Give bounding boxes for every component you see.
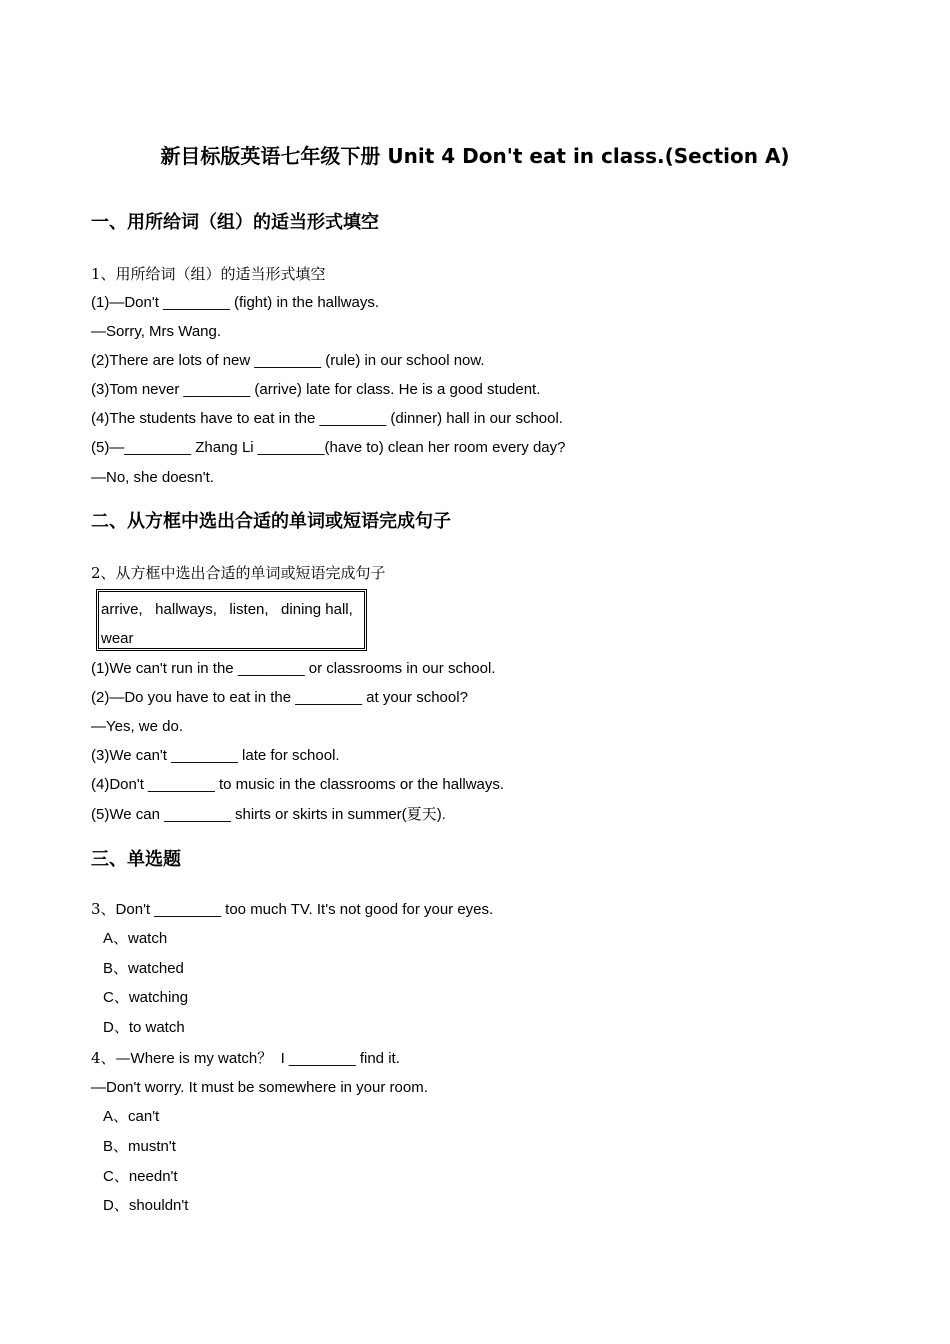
q1-line-5: (4)The students have to eat in the ________ (dinner) hall in our school. <box>91 410 563 427</box>
section-1-heading: 一、用所给词（组）的适当形式填空 <box>91 212 379 233</box>
q1-line-1: (1)—Don't ________ (fight) in the hallways. <box>91 294 380 311</box>
q4-option-b: B、mustn't <box>103 1138 176 1155</box>
question-3-text: Don't ________ too much TV. It's not good for your eyes. <box>115 901 494 918</box>
q4-option-a: A、can't <box>103 1108 160 1125</box>
q4-option-c: C、needn't <box>103 1168 178 1185</box>
page-title: 新目标版英语七年级下册 Unit 4 Don't eat in class.(Section A) <box>160 144 790 168</box>
q1-line-3: (2)There are lots of new ________ (rule) in our school now. <box>91 352 485 369</box>
q4-option-d: D、shouldn't <box>103 1197 189 1214</box>
q4-reply: —Don't worry. It must be somewhere in your room. <box>91 1079 428 1096</box>
q2-line-2: (2)—Do you have to eat in the ________ at your school? <box>91 689 468 706</box>
word-box-line-2: wear <box>101 630 134 647</box>
word-box <box>96 589 367 651</box>
q1-line-4: (3)Tom never ________ (arrive) late for class. He is a good student. <box>91 381 541 398</box>
q2-line-6-cn: 夏天 <box>406 805 437 823</box>
question-4-text-1: Where is my watch <box>130 1050 258 1067</box>
q2-line-3: —Yes, we do. <box>91 718 183 735</box>
q2-line-6-end: ). <box>436 806 446 823</box>
question-4-qmark: ？ <box>257 1049 273 1067</box>
q1-line-2: —Sorry, Mrs Wang. <box>91 323 222 340</box>
section-3-heading: 三、单选题 <box>91 849 181 870</box>
question-1-label: 1、用所给词（组）的适当形式填空 <box>91 265 326 283</box>
q1-line-6: (5)—________ Zhang Li ________(have to) clean her room every day? <box>91 439 566 456</box>
q1-line-7: —No, she doesn't. <box>91 469 214 486</box>
q2-line-4: (3)We can't ________ late for school. <box>91 747 340 764</box>
q3-option-c: C、watching <box>103 989 189 1006</box>
question-4-dash: — <box>115 1049 131 1067</box>
q3-option-a: A、watch <box>103 930 168 947</box>
q3-option-d: D、to watch <box>103 1019 185 1036</box>
question-4-text-2: I ________ find it. <box>272 1050 400 1067</box>
word-box-line-1: arrive, hallways, listen, dining hall, <box>101 601 353 618</box>
q2-line-5: (4)Don't ________ to music in the classrooms or the hallways. <box>91 776 505 793</box>
q2-line-6-text: (5)We can ________ shirts or skirts in summer( <box>91 806 407 823</box>
question-4 <box>91 1048 400 1069</box>
q2-line-1: (1)We can't run in the ________ or classrooms in our school. <box>91 660 496 677</box>
q3-option-b: B、watched <box>103 960 184 977</box>
q2-line-6 <box>91 804 446 825</box>
question-3-label: 3、 <box>91 900 116 918</box>
question-3 <box>91 899 493 920</box>
question-2-label: 2、从方框中选出合适的单词或短语完成句子 <box>91 564 386 582</box>
question-4-label: 4、 <box>91 1049 116 1067</box>
section-2-heading: 二、从方框中选出合适的单词或短语完成句子 <box>91 511 451 532</box>
